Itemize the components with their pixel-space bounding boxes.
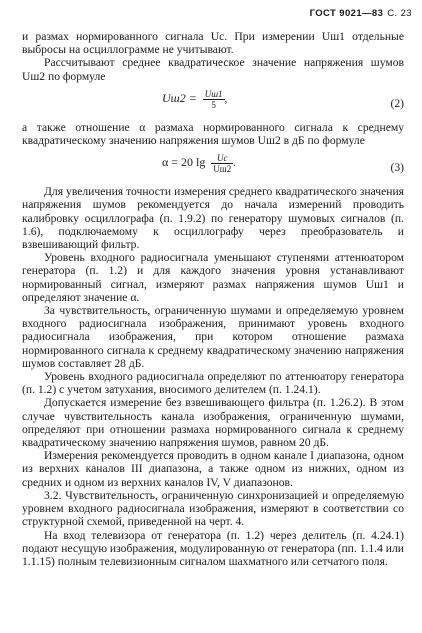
- document-body: [22, 30, 404, 568]
- paragraph: Допускается измерение без взвешивающего фильтра (п. 1.26.2). В этом случае чувствительность канала изображения, ограниченную шумами, определяют при отношении размаха нормированного сигнала к среднему квадратическому значению напряжения шумов, равном 20 дБ.: [22, 396, 404, 450]
- formula-denominator: Uш2: [213, 164, 232, 175]
- paragraph: 3.2. Чувствительность, ограниченную синхронизацией и определяемую уровнем входного радиосигнала изображения, измеряют в соответствии со структурной схемой, приведенной на черт. 4.: [22, 488, 404, 529]
- paragraph: и размах нормированного сигнала Uc. При измерении Uш1 отдельные выбросы на осциллограмме не учитывают.: [22, 30, 404, 57]
- paragraph: Уровень входного радиосигнала уменьшают ступенями аттенюатором генератора (п. 1.2) и для каждого значения уровня устанавливают нормированный сигнал, измеряют размах напряжения шумов Uш1 и определяют значение α.: [22, 251, 404, 304]
- paragraph: Уровень входного радиосигнала определяют по аттенюатору генератора (п. 1.2) с учетом затухания, вносимого делителем (п. 1.24.1).: [22, 370, 404, 397]
- formula-number: (2): [390, 96, 404, 110]
- formula-denominator: 5: [211, 99, 216, 110]
- formula-numerator: Uш1: [204, 88, 223, 99]
- formula-fraction: [211, 153, 233, 174]
- formula-lhs: α = 20 lg: [162, 155, 206, 170]
- paragraph: Для увеличения точности измерения среднего квадратического значения напряжения шумов рекомендуется до начала измерений проводить калибровку осциллографа (п. 1.9.2) по генератору шумовых сигналов (п. 1.6), подключаемому к осциллографу через преобразователь и взвешивающий фильтр.: [22, 185, 404, 252]
- formula-fraction: [203, 89, 225, 110]
- page-header: [310, 8, 412, 19]
- formula-tail: .: [233, 156, 237, 170]
- page-number: С. 23: [387, 8, 412, 19]
- formula-2: [22, 85, 404, 119]
- paragraph: За чувствительность, ограниченную шумами и определяемую уровнем входного радиосигнала изображения, принимают уровень входного радиосигнала изображения, при котором отношение размаха нормированного сигнала к среднему квадратическому значению напряжения шумов составляет 28 дБ.: [22, 304, 404, 370]
- formula-expression: [162, 153, 236, 174]
- formula-lhs: Uш2 =: [162, 90, 197, 105]
- formula-number: (3): [390, 161, 404, 175]
- formula-tail: ,: [224, 91, 228, 105]
- formula-3: [22, 149, 404, 183]
- paragraph: а также отношение α размаха нормированного сигнала к среднему квадратическому значению напряжения шумов Uш2 в дБ по формуле: [22, 120, 404, 148]
- paragraph: Измерения рекомендуется проводить в одном канале I диапазона, одном из верхних каналов III диапазона, а также одном из нижних, одном из средних и одном из верхних каналов IV, V диапазонов.: [22, 449, 404, 489]
- formula-numerator: Uc: [211, 153, 233, 164]
- paragraph: Рассчитывают среднее квадратическое значение напряжения шумов Uш2 по формуле: [22, 56, 404, 83]
- standard-number: ГОСТ 9021—83: [309, 8, 384, 19]
- formula-expression: [162, 89, 227, 110]
- paragraph: На вход телевизора от генератора (п. 1.2) через делитель (п. 4.24.1) подают несущую изображения, модулированную от генератора (пп. 1.1.4 или 1.1.15) полным телевизионным сигналом шахматного или сетчатого поля.: [22, 528, 404, 568]
